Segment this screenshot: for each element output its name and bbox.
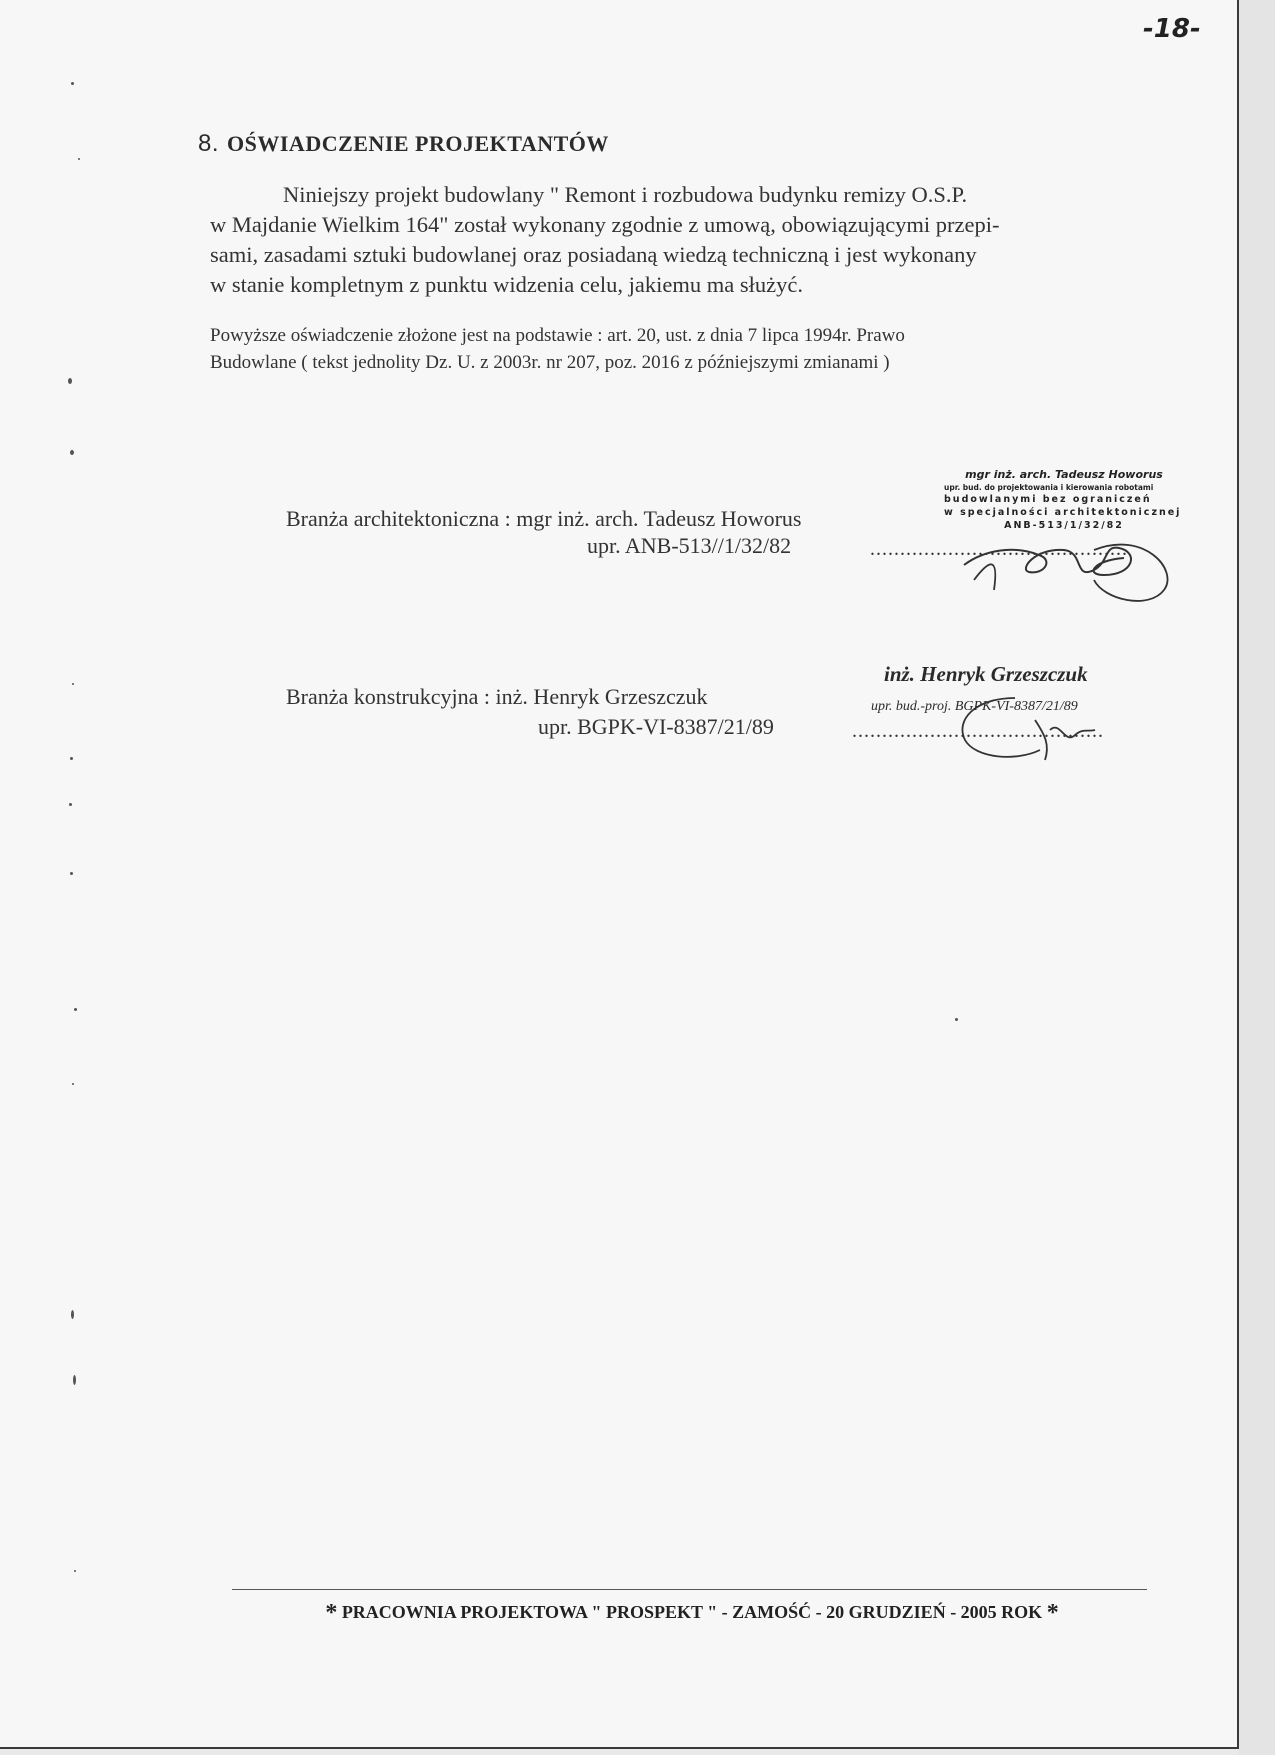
stamp-line: upr. bud. do projektowania i kierowania robotami [944,483,1154,492]
stamp-line: ANB-513/1/32/82 [1004,520,1124,531]
scan-speck [74,1570,76,1572]
scan-speck [78,158,80,160]
section-heading [198,130,609,158]
paragraph-line: sami, zasadami sztuki budowlanej oraz posiadaną wiedzą techniczną i jest wykonany [210,242,977,267]
declaration-paragraph [210,180,1170,300]
star-icon: * [325,1600,338,1626]
scan-speck [70,450,74,455]
paragraph-line: w Majdanie Wielkim 164" został wykonany zgodnie z umową, obowiązującymi przepi- [210,212,1000,237]
scan-speck [71,1310,74,1319]
structural-license: upr. BGPK-VI-8387/21/89 [538,714,774,739]
architect-license: upr. ANB-513//1/32/82 [587,533,792,558]
footer-divider [232,1589,1147,1590]
footer-text: PRACOWNIA PROJEKTOWA " PROSPEKT " - ZAMOŚĆ - 20 GRUDZIEŃ - 2005 ROK [341,1602,1043,1622]
paragraph-line: Powyższe oświadczenie złożone jest na podstawie : art. 20, ust. z dnia 7 lipca 1994r. Prawo [210,325,905,346]
architect-signature [944,520,1174,610]
scan-speck [72,683,74,685]
stamp-line: budowlanymi bez ograniczeń [944,494,1152,505]
scan-margin [1239,0,1275,1755]
scan-speck [72,1083,74,1085]
scan-speck [68,378,72,384]
paragraph-line: Niniejszy projekt budowlany " Remont i rozbudowa budynku remizy O.S.P. [283,182,968,207]
structural-signature [955,690,1105,770]
stamp-name: mgr inż. arch. Tadeusz Howorus [965,468,1163,481]
legal-basis-paragraph [210,322,1170,376]
architect-signature-line: ........................................... [870,538,1128,560]
paragraph-line: Budowlane ( tekst jednolity Dz. U. z 2003r. nr 207, poz. 2016 z późniejszymi zmianami ) [210,352,890,373]
structural-stamp-name: inż. Henryk Grzeszczuk [884,662,1088,686]
stamp-line: w specjalności architektonicznej [944,507,1182,518]
scan-speck [70,872,73,875]
scan-speck [70,757,73,760]
scan-speck [69,803,72,806]
paragraph-line: w stanie kompletnym z punktu widzenia celu, jakiemu ma służyć. [210,272,803,297]
section-number: 8. [198,130,220,157]
scan-speck [71,82,74,85]
structural-stamp-license: upr. bud.-proj. BGPK-VI-8387/21/89 [871,699,1078,714]
architect-line: Branża architektoniczna : mgr inż. arch. Tadeusz Howorus [286,506,802,531]
star-icon: * [1046,1600,1059,1626]
scan-speck [73,1375,76,1385]
scan-speck [74,1008,77,1011]
page-number: -18- [1143,14,1201,44]
structural-line: Branża konstrukcyjna : inż. Henryk Grzeszczuk [286,684,708,709]
scan-speck [955,1018,958,1021]
section-title: OŚWIADCZENIE PROJEKTANTÓW [227,131,609,156]
footer [252,1600,1132,1627]
structural-signature-line: .......................................... [852,720,1104,742]
